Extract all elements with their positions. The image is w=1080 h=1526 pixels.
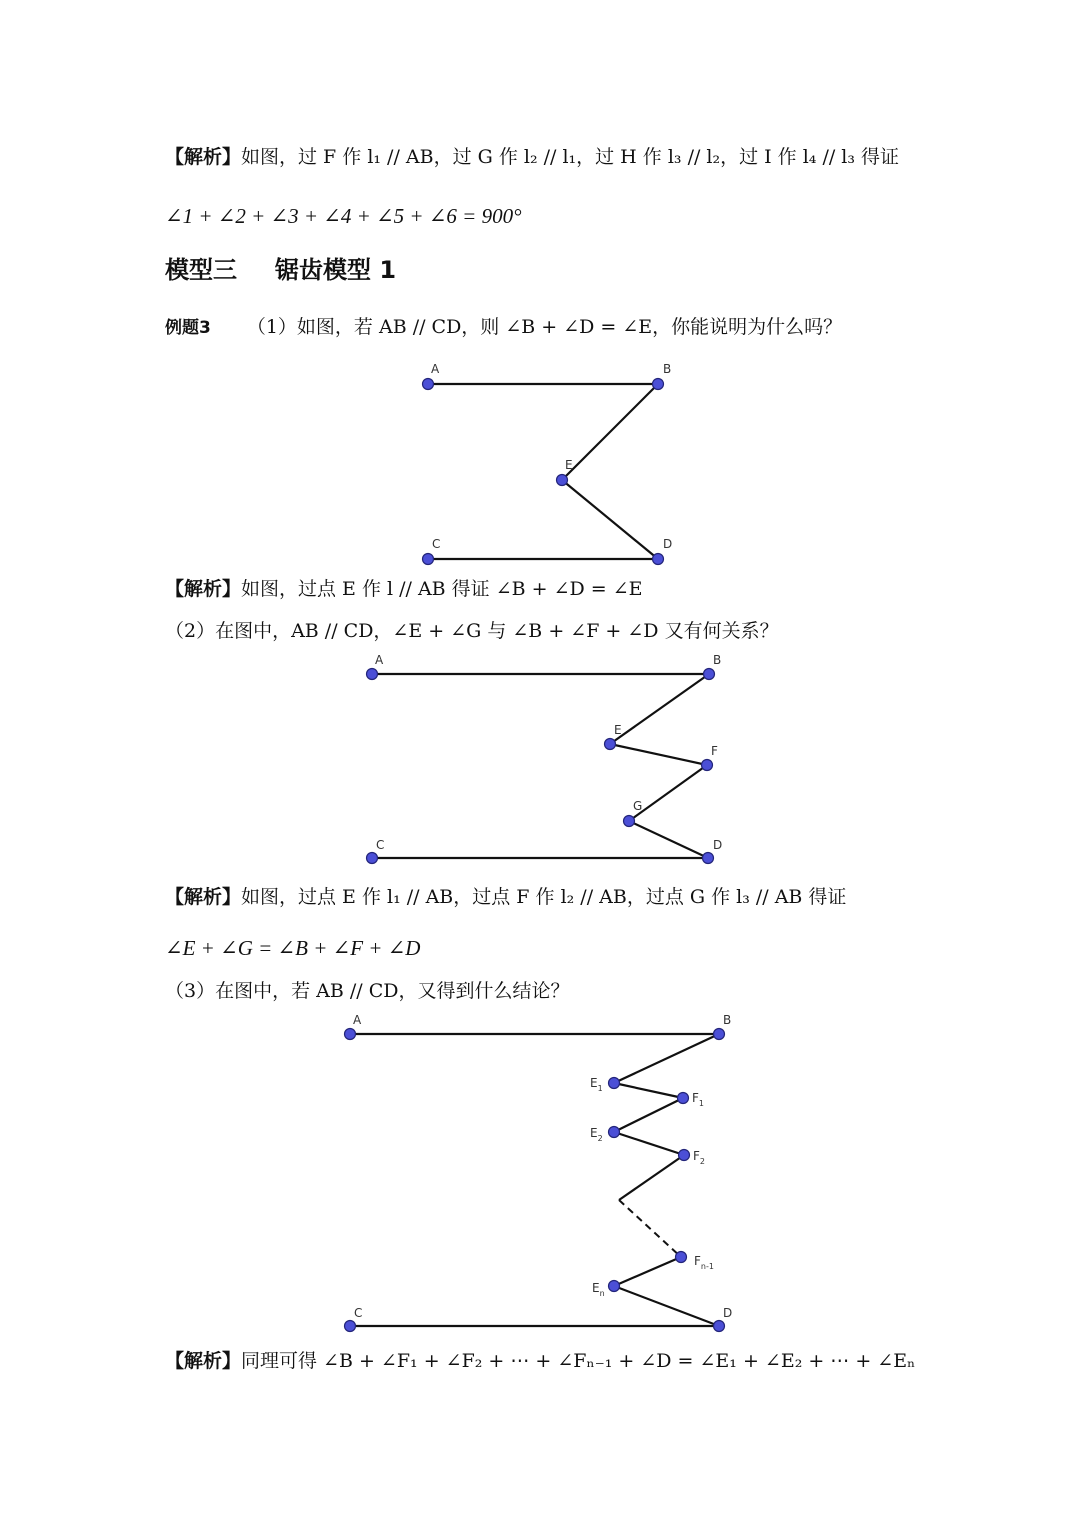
fig3-segment-be1 [614,1034,719,1083]
solution-1-formula: ∠1 + ∠2 + ∠3 + ∠4 + ∠5 + ∠6 = 900° [165,204,522,228]
example-question-2: （2）在图中，AB // CD，∠E + ∠G 与 ∠B + ∠F + ∠D 又有何关系？ [165,620,779,642]
fig1-label-e: E [565,458,573,472]
fig2-label-d: D [713,838,723,852]
fig2-label-g: G [633,799,643,813]
fig3-point-en [609,1281,620,1292]
solution-q3 [165,1350,915,1373]
fig3-label-d: D [723,1306,733,1320]
fig3-point-fn-1 [676,1252,687,1263]
fig3-segment-f2-next [619,1155,684,1200]
fig3-label-c: C [354,1306,363,1320]
solution-q2-body: 如图，过点 E 作 l₁ // AB，过点 F 作 l₂ // AB，过点 G 作 l₃ // AB 得证 [241,886,847,908]
fig1-label-a: A [431,362,440,376]
fig1-label-d: D [663,537,673,551]
solution-q3-tag: 【解析】 [165,1350,242,1372]
fig3-point-e2 [609,1127,620,1138]
fig2-label-f: F [711,744,718,758]
solution-1-body: 如图，过 F 作 l₁ // AB，过 G 作 l₂ // l₁，过 H 作 l₃ // l₂，过 I 作 l₄ // l₃ 得证 [241,146,900,168]
fig3-point-c [345,1321,356,1332]
fig3-point-b [714,1029,725,1040]
fig3-point-d [714,1321,725,1332]
fig1-label-c: C [432,537,441,551]
fig3-point-a [345,1029,356,1040]
solution-q1-tag: 【解析】 [165,578,242,600]
fig3-segment-fn1en [614,1257,681,1286]
fig2-label-c: C [376,838,385,852]
solution-q2-tag: 【解析】 [165,886,242,908]
fig3-segment-end [614,1286,719,1326]
fig3-label-en: $E_n$ [592,1281,605,1298]
fig3-point-e1 [609,1078,620,1089]
solution-q3-body: 同理可得 ∠B + ∠F₁ + ∠F₂ + ⋯ + ∠Fₙ₋₁ + ∠D = ∠E₁ + ∠E₂ + ⋯ + ∠Eₙ [241,1350,916,1372]
example-question-3: （3）在图中，若 AB // CD，又得到什么结论？ [165,980,570,1002]
fig3-label-f1: $F_1$ [692,1091,704,1108]
fig3-label-fn-1: $F_{n-1}$ [694,1254,714,1271]
fig3-label-b: B [723,1013,732,1027]
fig3-label-a: A [353,1013,362,1027]
fig2-label-b: B [713,653,722,667]
section-model-number: 模型三 [165,256,237,284]
fig1-label-b: B [663,362,672,376]
solution-q2-formula: ∠E + ∠G = ∠B + ∠F + ∠D [165,936,421,960]
fig3-point-f2 [679,1150,690,1161]
fig3-point-f1 [678,1093,689,1104]
fig2-label-a: A [375,653,384,667]
fig3-ellipsis-dashed [619,1200,681,1257]
solution-1-tag: 【解析】 [165,146,242,168]
example-label: 例题3 [165,318,211,338]
question-1-text: （1）如图，若 AB // CD，则 ∠B + ∠D = ∠E，你能说明为什么吗？ [246,316,843,338]
section-model-name: 锯齿模型 1 [275,256,397,284]
fig3-label-e1: $E_1$ [590,1076,603,1093]
fig3-label-e2: $E_2$ [590,1126,603,1143]
fig3-segment-f1e2 [614,1098,683,1132]
fig3-segment-e1f1 [614,1083,683,1098]
fig3-label-f2: $F_2$ [693,1149,705,1166]
fig2-label-e: E [614,723,622,737]
solution-q1-body: 如图，过点 E 作 l // AB 得证 ∠B + ∠D = ∠E [241,578,643,600]
fig3-segment-e2f2 [614,1132,684,1155]
